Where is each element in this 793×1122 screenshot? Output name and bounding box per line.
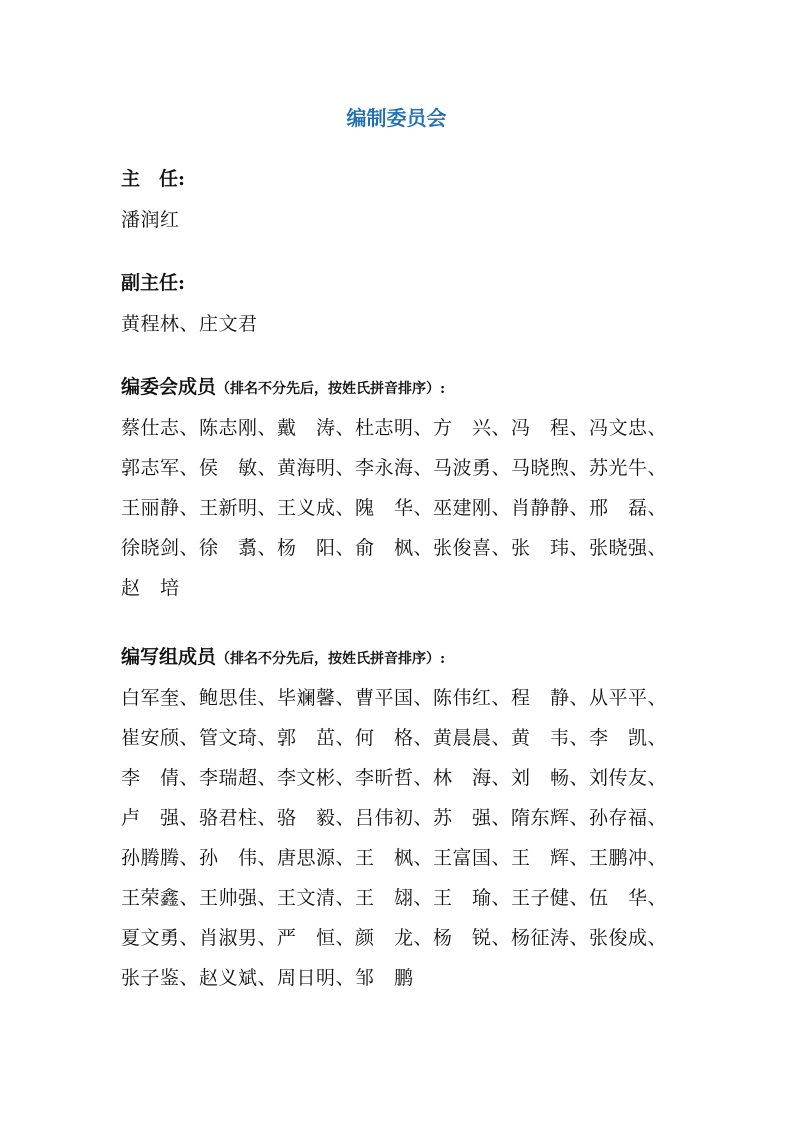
director-names: 潘润红 (121, 209, 180, 231)
section-heading-committee-members (121, 374, 445, 402)
writing-group-names: 白军奎、鲍思佳、毕斓馨、曹平国、陈伟红、程 静、从平平、崔安颀、管文琦、郭 茁、何 格、黄晨晨、黄 韦、李 凯、李 倩、李瑞超、李文彬、李昕哲、林 海、刘 畅、刘传友、卢 强、骆君柱、骆 毅、吕伟初、苏 强、隋东辉、孙存福、孙腾腾、孙 伟、唐思源、王 枫、王富国、王 辉、王鹏冲、王荣鑫、王帅强、王文清、王 翃、王 瑜、王子健、伍 华、夏文勇、肖淑男、严 恒、颜 龙、杨 锐、杨征涛、张俊成、张子鉴、赵义斌、周日明、邹 鹏 (121, 687, 668, 989)
heading-label: 编写组成员 (121, 646, 217, 668)
heading-label: 编委会成员 (121, 376, 217, 398)
section-heading-deputy-director (121, 270, 185, 296)
page-title: 编制委员会 (346, 106, 447, 130)
deputy-director-names: 黄程林、庄文君 (121, 313, 258, 335)
heading-note: （排名不分先后，按姓氏拼音排序）: (216, 381, 446, 397)
heading-label: 主 任: (121, 168, 186, 190)
heading-note: （排名不分先后，按姓氏拼音排序）: (216, 651, 446, 667)
section-heading-director (121, 166, 185, 192)
heading-label: 副主任: (121, 272, 186, 294)
committee-member-names: 蔡仕志、陈志刚、戴 涛、杜志明、方 兴、冯 程、冯文忠、郭志军、侯 敏、黄海明、李永海、马波勇、马晓煦、苏光牛、王丽静、王新明、王义成、隗 华、巫建刚、肖静静、邢 磊、徐晓剑、徐 翥、杨 阳、俞 枫、张俊喜、张 玮、张晓强、赵 培 (121, 417, 668, 599)
section-heading-writing-group (121, 644, 445, 672)
